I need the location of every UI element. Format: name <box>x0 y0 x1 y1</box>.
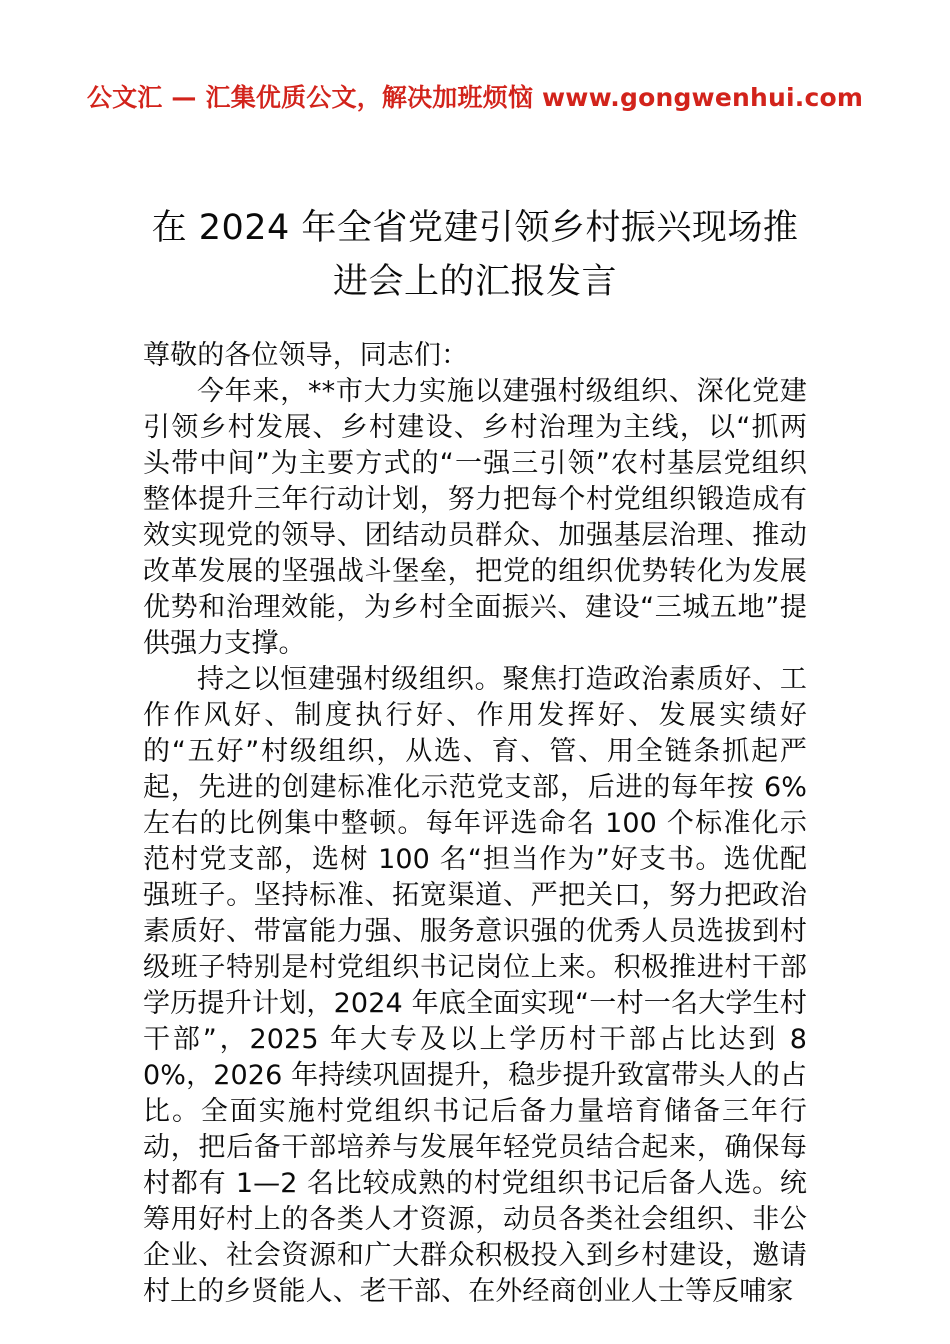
site-watermark-header: 公文汇 — 汇集优质公文，解决加班烦恼 www.gongwenhui.com <box>86 83 864 112</box>
body-paragraph-2: 持之以恒建强村级组织。聚焦打造政治素质好、工作作风好、制度执行好、作用发挥好、发展实绩好的“五好”村级组织，从选、育、管、用全链条抓起严起，先进的创建标准化示范党支部，后进的每年按 6%左右的比例集中整顿。每年评选命名 100 个标准化示范村党支部，选树 100 名“担当作为”好支书。选优配强班子。坚持标准、拓宽渠道、严把关口，努力把政治素质好、带富能力强、服务意识强的优秀人员选拔到村级班子特别是村党组织书记岗位上来。积极推进村干部学历提升计划，2024 年底全面实现“一村一名大学生村干部”，2025 年大专及以上学历村干部占比达到 80%，2026 年持续巩固提升，稳步提升致富带头人的占比。全面实施村党组织书记后备力量培育储备三年行动，把后备干部培养与发展年轻党员结合起来，确保每村都有 1—2 名比较成熟的村党组织书记后备人选。统筹用好村上的各类人才资源，动员各类社会组织、非公企业、社会资源和广大群众积极投入到乡村建设，邀请村上的乡贤能人、老干部、在外经商创业人士等反哺家 <box>143 664 807 1307</box>
page-title: 在 2024 年全省党建引领乡村振兴现场推进会上的汇报发言 <box>151 208 799 303</box>
document-body <box>143 338 807 1310</box>
salutation-paragraph: 尊敬的各位领导，同志们： <box>143 340 469 371</box>
body-paragraph-1: 今年来，**市大力实施以建强村级组织、深化党建引领乡村发展、乡村建设、乡村治理为主线，以“抓两头带中间”为主要方式的“一强三引领”农村基层党组织整体提升三年行动计划，努力把每个村党组织锻造成有效实现党的领导、团结动员群众、加强基层治理、推动改革发展的坚强战斗堡垒，把党的组织优势转化为发展优势和治理效能，为乡村全面振兴、建设“三城五地”提供强力支撑。 <box>143 376 807 659</box>
